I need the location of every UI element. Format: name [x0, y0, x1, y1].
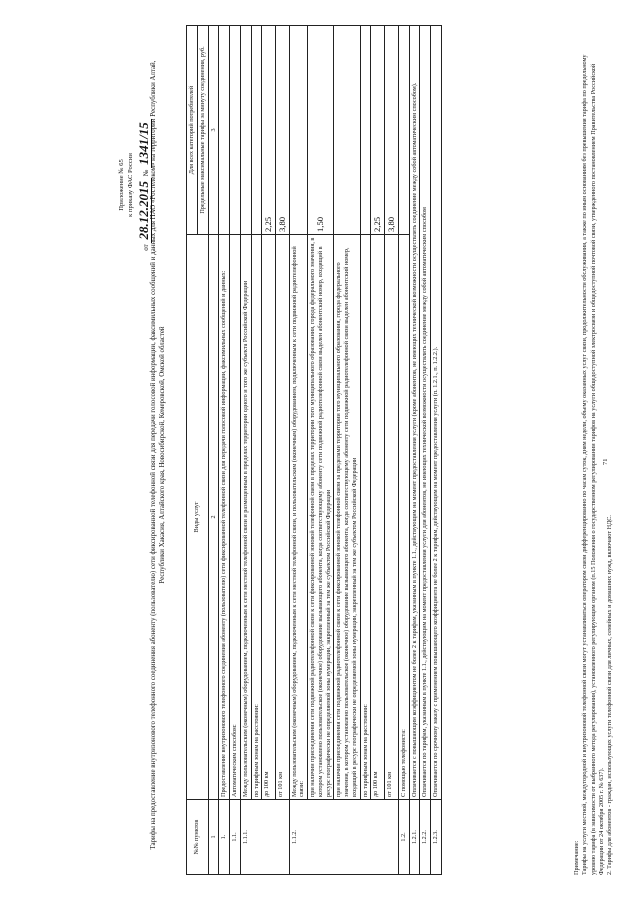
- item-text: Автоматическим способом:: [230, 235, 241, 800]
- number-prefix: №: [142, 169, 150, 177]
- table-row: [420, 26, 431, 875]
- case-text: при наличии присоединения сети подвижной радиотелефонной связи к сети фиксированной зоновой телефонной связи в пределах территории того муниципального образования, города федерального значения, в котором установлено пользовательское (оконечное) оборудование вызывающего абонента, когда соответствующему абоненту сети подвижной радиотелефонной связи выделен абонентский номер, входящий в ресурс географически не определяемой зоны нумерации, закрепленный за тем же субъектом Российской Федерации: [308, 235, 334, 800]
- table-row: [371, 26, 385, 875]
- tariff-cell: [219, 26, 230, 235]
- item-text: Оплачивается по срочному заказу с применением повышающего коэффициента не более 2 к тарифам, действующим на момент предоставления услуги (п. 1.2.1., п. 1.2.2.).: [431, 26, 442, 800]
- appendix-number: Приложение № 65: [118, 159, 125, 211]
- tariff-cell: [398, 26, 409, 235]
- item-number: 1.2.2.: [420, 800, 431, 875]
- table-row: [308, 26, 334, 875]
- tariff-value: 1,50: [308, 26, 334, 235]
- tariff-cell: [334, 26, 360, 235]
- distance-label: до 100 км: [371, 235, 385, 800]
- item-text: Между пользовательским (оконечным) оборудованием, подключенным к сети местной телефонной связи и размещенным в пределах территории одного и того же субъекта Российской Федерации: [240, 235, 251, 800]
- note-2: 2. Тарифы для абонентов - граждан, использующих услуги телефонной связи для личных, семейных и домашних нужд, включают НДС.: [606, 515, 614, 875]
- table-row: [385, 26, 399, 875]
- table-row: [230, 26, 241, 875]
- table-row: [251, 26, 262, 875]
- tariff-value: 2,25: [262, 26, 276, 235]
- handwritten-number: 1341/15: [136, 119, 152, 168]
- distance-label: от 101 км: [385, 235, 399, 800]
- item-number: 1.: [219, 800, 230, 875]
- item-number: 1.2.3.: [431, 800, 442, 875]
- table-row: [240, 26, 251, 875]
- note-1: Тарифы на услуги местной, междугородной и внутризоновой телефонной связи могут устанавливаться оператором связи дифференцированно по часам суток, дням недели, объему оказанных услуг связи, продолжительности обслуживания, а также по иным основаниям без превышения тарифа по предельному уровню тарифа (в зависимости от выбранного метода регулирования), установленного регулирующим органом (п.15 Положения о государственном регулировании тарифов на услуги общедоступной электросвязи и общедоступной почтовой связи, утвержденного постановлением Правительства Российской Федерации от 24 октября 2005 г. № 637).: [581, 54, 606, 875]
- tariff-cell: [289, 26, 308, 235]
- item-number: 1.2.1.: [409, 800, 420, 875]
- header-tariff: Предельные максимальные тарифы за минуту соединения, руб.: [197, 26, 208, 235]
- table-row: [275, 26, 289, 875]
- date-prefix: от: [142, 244, 150, 251]
- case-text: при наличии присоединения сети подвижной радиотелефонной связи к сети фиксированной зоновой телефонной связи за пределами территории того муниципального образования, города федерального значения, в котором установлено пользовательское (оконечное) оборудование вызывающего абонента, когда соответствующему абоненту сети подвижной радиотелефонной связи выделен абонентский номер, входящий в ресурс географически не определяемой зоны нумерации, закрепленный за тем же субъектом Российской Федерации: [334, 235, 360, 800]
- table-row: [219, 26, 230, 875]
- item-number: 1.2.: [398, 800, 409, 875]
- handwritten-date: 28.12.2015: [136, 178, 152, 243]
- table-row: [289, 26, 308, 875]
- header-service-type: Виды услуг: [187, 235, 209, 800]
- item-number: 1.1.: [230, 800, 241, 875]
- item-number: 1.1.1.: [240, 800, 289, 875]
- table-row: [262, 26, 276, 875]
- tariff-table: [186, 25, 442, 875]
- table-row: [334, 26, 360, 875]
- table-row: [398, 26, 409, 875]
- distance-label: до 100 км: [262, 235, 276, 800]
- table-row: [431, 26, 442, 875]
- item-text: С помощью телефониста:: [398, 235, 409, 800]
- tariff-cell: [240, 26, 251, 235]
- tariff-value: 3,80: [275, 26, 289, 235]
- tariff-value: 3,80: [385, 26, 399, 235]
- order-reference: к приказу ФАС России: [127, 153, 134, 217]
- header-consumer-group: Для всех категорий потребителей: [187, 26, 198, 235]
- item-text: Предоставление внутризонового телефонного соединения абоненту (пользователю) сети фиксированной телефонной связи для передачи голосовой информации, факсимильных сообщений и данных:: [219, 235, 230, 800]
- zone-label: по тарифным зонам на расстоянии:: [251, 235, 262, 800]
- tariff-cell: [360, 26, 371, 235]
- column-number: 1: [208, 800, 219, 875]
- item-text: Оплачивается по тарифам, указанным в пункте 1.1., действующим на момент предоставления услуги для абонентов, не имеющих технической возможности осуществлять соединение между собой автоматическим способом: [420, 26, 431, 800]
- document-title: Тарифы на предоставление внутризонового телефонного соединения абоненту (пользователю) сети фиксированной телефонной связи для передачи голосовой информации, факсимильных сообщений и данных для ПАО «Ростелеком» на территории Республики Алтай, Республики Хакасия, Алтайского края, Новосибирской, Кемеровской, Омской областей: [150, 60, 166, 850]
- distance-label: от 101 км: [275, 235, 289, 800]
- notes-label: Примечание:: [573, 840, 580, 875]
- table-row: [409, 26, 420, 875]
- tariff-cell: [230, 26, 241, 235]
- column-number-row: [208, 26, 219, 875]
- tariff-value: 2,25: [371, 26, 385, 235]
- item-number: 1.1.2.: [289, 800, 398, 875]
- column-number: 3: [208, 26, 219, 235]
- table-header-row: [187, 26, 198, 875]
- column-number: 2: [208, 235, 219, 800]
- zone-label: по тарифным зонам на расстоянии:: [360, 235, 371, 800]
- header-item-number: №№ пунктов: [187, 800, 209, 875]
- page-number: 71: [602, 458, 609, 465]
- item-text: Оплачивается с повышающим коэффициентом не более 2 к тарифам, указанным в пункте 1.1., действующим на момент предоставления услуги (кроме абонентов, не имеющих технической возможности осуществлять соединение между собой автоматическим способом).: [409, 26, 420, 800]
- table-row: [360, 26, 371, 875]
- tariff-cell: [251, 26, 262, 235]
- item-text: Между пользовательским (оконечным) оборудованием, подключенным к сети местной телефонной связи, и пользовательским (оконечным) оборудованием, подключенным к сети подвижной радиотелефонной связи:: [289, 235, 308, 800]
